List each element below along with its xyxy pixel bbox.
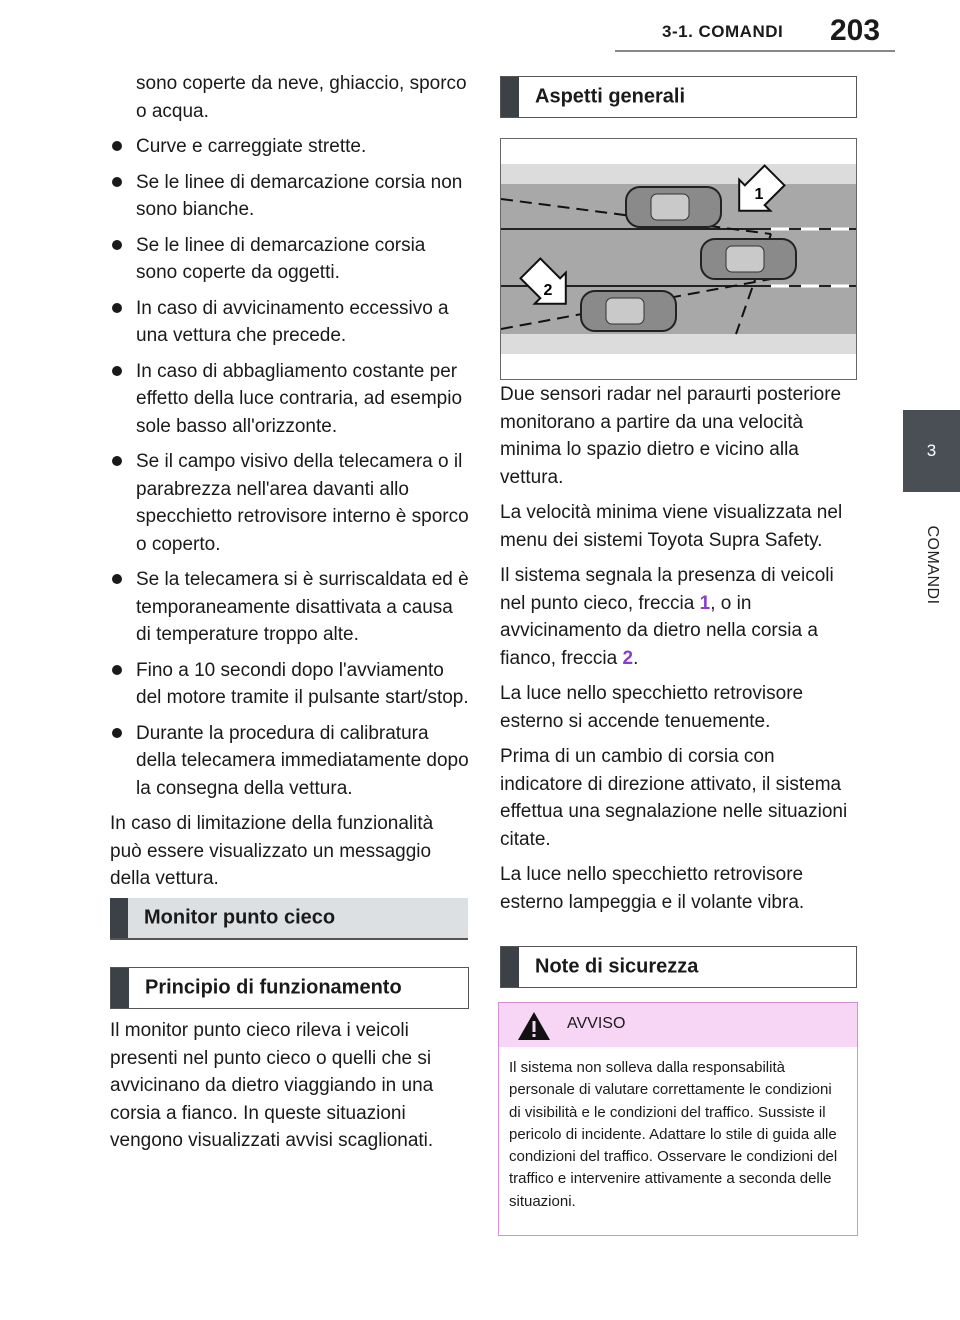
heading-bar bbox=[110, 898, 128, 938]
bullet-item: Se le linee di demarcazione corsia non sono bianche. bbox=[110, 169, 470, 224]
road-diagram bbox=[501, 139, 856, 379]
bullet-dot bbox=[112, 574, 122, 584]
heading-bar bbox=[501, 77, 519, 117]
bullet-item: Fino a 10 secondi dopo l'avviamento del motore tramite il pulsante start/stop. bbox=[110, 657, 470, 712]
heading-safety-text: Note di sicurezza bbox=[535, 955, 699, 978]
bullet-item: Se il campo visivo della telecamera o il parabrezza nell'area davanti allo specchietto retrovisore interno è sporco o coperto. bbox=[110, 448, 470, 558]
page-number: 203 bbox=[830, 14, 881, 47]
car-icon bbox=[581, 291, 676, 331]
paragraph: Due sensori radar nel paraurti posteriore monitorano a partire da una velocità minima lo spazio dietro e vicino alla vettura. bbox=[500, 384, 842, 488]
bullet-item: Durante la procedura di calibratura della telecamera immediatamente dopo la consegna della vettura. bbox=[110, 720, 470, 803]
warning-text: Il sistema non solleva dalla responsabilità personale di valutare correttamente le condizioni di visibilità e le condizioni del traffico. Sussiste il pericolo di incidente. Adattare lo stile di guida alle condizioni del traffico. Osservare le condizioni del traffico e intervenire attivamente a seconda delle situazioni. bbox=[509, 1059, 838, 1210]
arrow-reference: 1 bbox=[699, 592, 711, 614]
bullet-dot bbox=[112, 141, 122, 151]
paragraph: Prima di un cambio di corsia con indicatore di direzione attivato, il sistema effettua una segnalazione nelle situazioni citate. bbox=[500, 746, 848, 850]
subsection-heading-text: Principio di funzionamento bbox=[145, 976, 402, 999]
warning-title: AVVISO bbox=[567, 1015, 626, 1032]
bullet-dot bbox=[112, 303, 122, 313]
bullet-dot bbox=[112, 665, 122, 675]
heading-safety bbox=[500, 946, 857, 988]
car-icon bbox=[701, 239, 796, 279]
bullet-item: In caso di avvicinamento eccessivo a una vettura che precede. bbox=[110, 295, 470, 350]
closing-paragraph: In caso di limitazione della funzionalità può essere visualizzato un messaggio della vettura. bbox=[110, 813, 434, 889]
bullet-dot bbox=[112, 240, 122, 250]
header-rule bbox=[615, 50, 895, 52]
heading-bar bbox=[111, 968, 129, 1008]
principle-paragraph: Il monitor punto cieco rileva i veicoli presenti nel punto cieco o quelli che si avvicinano da dietro viaggiando in una corsia a fianco. In queste situazioni vengono visualizzati avvisi scaglionati. bbox=[110, 1020, 434, 1151]
paragraph: La luce nello specchietto retrovisore esterno si accende tenuemente. bbox=[500, 683, 804, 732]
bullet-dot bbox=[112, 728, 122, 738]
heading-general-text: Aspetti generali bbox=[535, 85, 686, 108]
section-heading-text: Monitor punto cieco bbox=[144, 906, 336, 929]
paragraph: Il sistema segnala la presenza di veicoli nel punto cieco, freccia 1, o in avvicinamento da dietro nella corsia a fianco, freccia 2. bbox=[500, 565, 834, 669]
bullet-item: Curve e carreggiate strette. bbox=[110, 133, 470, 161]
left-column bbox=[110, 70, 470, 901]
bullet-item: Se le linee di demarcazione corsia sono coperte da oggetti. bbox=[110, 232, 470, 287]
paragraph: La velocità minima viene visualizzata nel menu dei sistemi Toyota Supra Safety. bbox=[500, 502, 843, 551]
warning-triangle-icon bbox=[517, 1011, 551, 1041]
arrow-reference: 2 bbox=[622, 647, 634, 669]
subsection-heading bbox=[110, 967, 469, 1009]
chapter-tab: 3 bbox=[903, 410, 960, 492]
bullet-dot bbox=[112, 456, 122, 466]
heading-general bbox=[500, 76, 857, 118]
bullet-continuation: sono coperte da neve, ghiaccio, sporco o acqua. bbox=[136, 73, 467, 122]
chapter-label: COMANDI bbox=[923, 525, 941, 605]
bullet-dot bbox=[112, 177, 122, 187]
warning-box bbox=[498, 1002, 858, 1236]
car-icon bbox=[626, 187, 721, 227]
blind-spot-illustration bbox=[500, 138, 857, 380]
bullet-item: Se la telecamera si è surriscaldata ed è temporaneamente disattivata a causa di temperature troppo alte. bbox=[110, 566, 470, 649]
bullet-dot bbox=[112, 366, 122, 376]
arrow-label: 1 bbox=[754, 186, 764, 203]
heading-bar bbox=[501, 947, 519, 987]
section-heading bbox=[110, 898, 468, 940]
arrow-label: 2 bbox=[543, 282, 553, 299]
right-column-text bbox=[500, 381, 860, 924]
section-title: 3-1. COMANDI bbox=[662, 22, 784, 41]
warning-header bbox=[499, 1003, 857, 1047]
paragraph: La luce nello specchietto retrovisore esterno lampeggia e il volante vibra. bbox=[500, 864, 805, 913]
bullet-item: In caso di abbagliamento costante per effetto della luce contraria, ad esempio sole basso all'orizzonte. bbox=[110, 358, 470, 441]
